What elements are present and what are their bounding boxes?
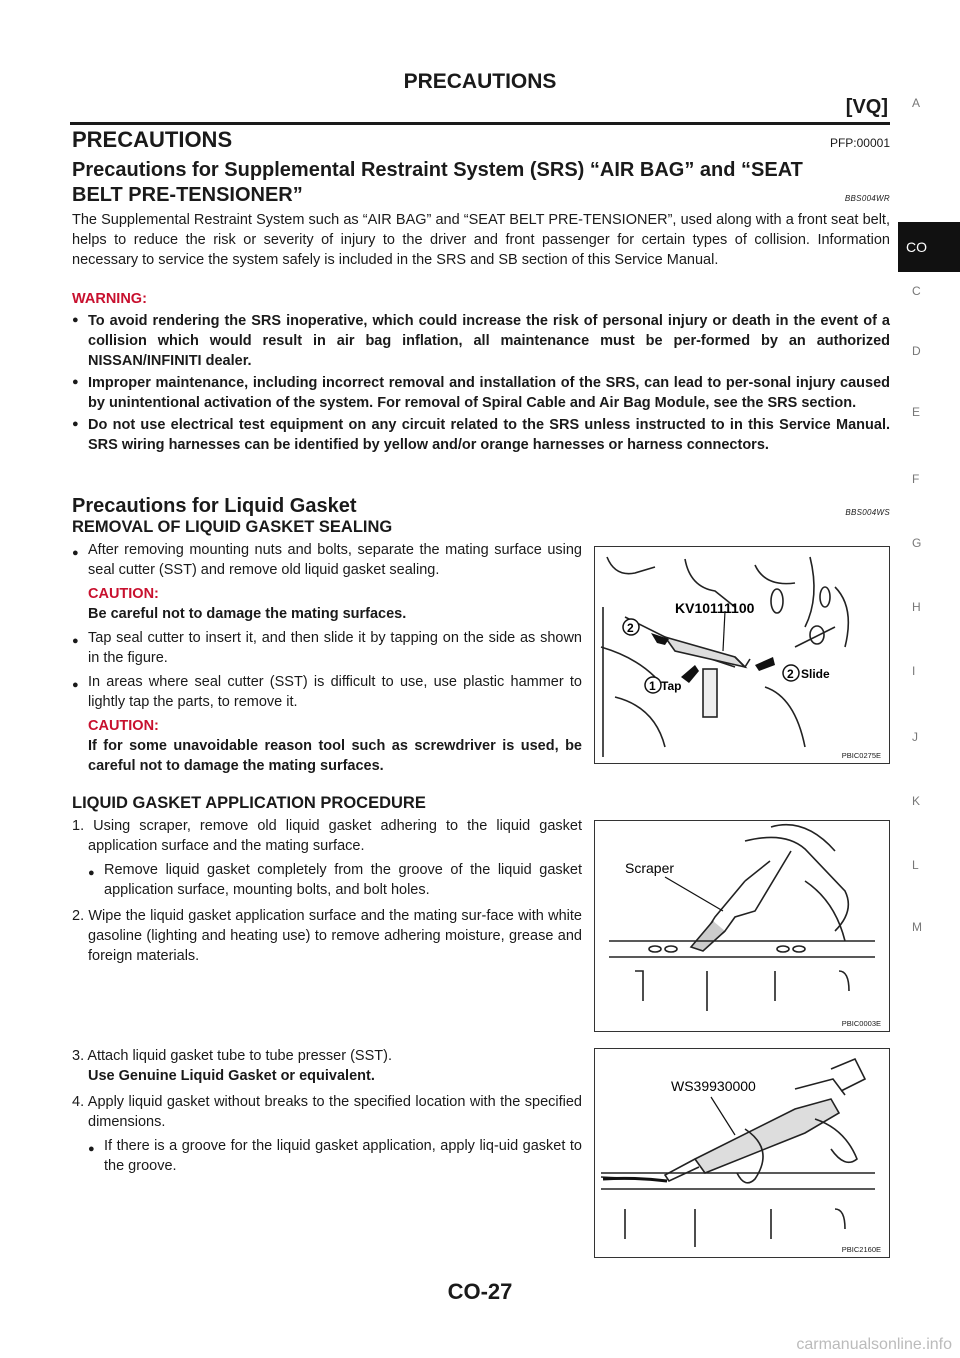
list-item: ● If there is a groove for the liquid gasket application, apply liq-uid gasket to the groove. [88, 1138, 582, 1174]
list-item: ● After removing mounting nuts and bolts, separate the mating surface using seal cutter (SST) and remove old liquid gasket sealing. [72, 542, 582, 578]
bullet-icon: ● [88, 1143, 95, 1155]
page-number: CO-27 [447, 1279, 513, 1304]
figure-code: PBIC0275E [841, 751, 881, 760]
side-tab-h[interactable]: H [912, 600, 921, 614]
seal-cutter-illustration [595, 547, 889, 763]
step-2: 2. Wipe the liquid gasket application surface and the mating sur-face with white gasoline (lighting and heating use) to remove adhering moisture, grease and foreign materials. [72, 908, 582, 964]
side-tab-e[interactable]: E [912, 405, 921, 419]
figure-tube-presser [594, 1048, 890, 1258]
side-tab-k[interactable]: K [912, 794, 921, 808]
side-tab-g[interactable]: G [912, 536, 922, 550]
warning-list [72, 311, 890, 455]
bullet-icon: ● [72, 635, 79, 647]
side-tab-m[interactable]: M [912, 920, 922, 934]
side-tab-a[interactable]: A [912, 96, 921, 110]
tool-number: WS39930000 [671, 1078, 756, 1094]
step-1: 1. Using scraper, remove old liquid gasket adhering to the liquid gasket application surface and the mating surface. [72, 818, 582, 854]
step-4: 4. Apply liquid gasket without breaks to the specified location with the specified dimensions. [72, 1094, 582, 1130]
list-item: ● Remove liquid gasket completely from the groove of the liquid gasket application surface, mounting bolts, and bolt holes. [88, 862, 582, 898]
list-item: ● In areas where seal cutter (SST) is difficult to use, use plastic hammer to lightly tap the parts, to remove it. [72, 674, 582, 710]
removal-heading: REMOVAL OF LIQUID GASKET SEALING [72, 518, 393, 536]
header-rule [70, 122, 890, 125]
warning-item: ● To avoid rendering the SRS inoperative, which could increase the risk of personal injury or death in the event of a collision which would result in air bag inflation, all maintenance must be per-formed by an authorized NISSAN/INFINITI dealer. [72, 313, 890, 369]
gasket-heading: Precautions for Liquid Gasket [72, 495, 357, 517]
step-3-line2: Use Genuine Liquid Gasket or equivalent. [88, 1068, 375, 1084]
callout-number: 2 [627, 621, 634, 635]
side-tab-l[interactable]: L [912, 858, 919, 872]
bullet-icon: ● [72, 314, 79, 326]
figure-scraper [594, 820, 890, 1032]
warning-item: ● Do not use electrical test equipment on any circuit related to the SRS unless instructed to in this Service Manual. SRS wiring harnesses can be identified by yellow and/or orange harnesses or harness connectors. [72, 417, 890, 453]
figure-seal-cutter [594, 546, 890, 764]
tool-number: KV10111100 [675, 600, 755, 616]
section-title: PRECAUTIONS [72, 127, 233, 152]
side-tab-j[interactable]: J [912, 730, 918, 744]
callout-number: 1 [649, 679, 656, 693]
gasket-tag: BBS004WS [845, 508, 890, 517]
figure-code: PBIC0003E [841, 1019, 881, 1028]
bullet-icon: ● [72, 376, 79, 388]
srs-heading-line1: Precautions for Supplemental Restraint System (SRS) “AIR BAG” and “SEAT [72, 159, 803, 181]
side-tab-c[interactable]: C [912, 284, 921, 298]
caution-block: CAUTION: If for some unavoidable reason tool such as screwdriver is used, be careful not to damage the mating surfaces. [88, 718, 582, 774]
side-tab-i[interactable]: I [912, 664, 916, 678]
callout-tap: Tap [661, 679, 682, 693]
bullet-icon: ● [72, 547, 79, 559]
srs-body: The Supplemental Restraint System such as “AIR BAG” and “SEAT BELT PRE-TENSIONER”, used along with a front seat belt, helps to reduce the risk or severity of injury to the driver and front passenger for certain types of collision. Information necessary to service the system safely is included in the SRS and SB section of this Service Manual. [72, 212, 890, 268]
callout-scraper: Scraper [625, 860, 675, 876]
bullet-icon: ● [72, 679, 79, 691]
watermark: carmanualsonline.info [796, 1336, 952, 1353]
side-tab-f[interactable]: F [912, 472, 920, 486]
warning-label: WARNING: [72, 291, 147, 307]
step-3-line1: 3. Attach liquid gasket tube to tube presser (SST). [72, 1048, 392, 1064]
bullet-icon: ● [72, 418, 79, 430]
callout-number: 2 [787, 667, 794, 681]
caution-block: CAUTION: Be careful not to damage the mating surfaces. [88, 586, 407, 622]
tube-presser-illustration [595, 1049, 889, 1257]
application-steps-1 [72, 816, 582, 966]
page-header-title: PRECAUTIONS [403, 70, 557, 93]
figure-code: PBIC2160E [841, 1245, 881, 1254]
side-tab-d[interactable]: D [912, 344, 921, 358]
side-tab-co[interactable]: CO [898, 222, 960, 272]
list-item: ● Tap seal cutter to insert it, and then slide it by tapping on the side as shown in the figure. [72, 630, 582, 666]
application-heading: LIQUID GASKET APPLICATION PROCEDURE [72, 794, 426, 812]
bullet-icon: ● [88, 867, 95, 879]
srs-tag: BBS004WR [844, 194, 890, 203]
scraper-illustration [595, 821, 889, 1031]
application-steps-2 [72, 1046, 582, 1176]
engine-code: [VQ] [845, 96, 888, 118]
removal-list [72, 540, 582, 776]
srs-heading-line2: BELT PRE-TENSIONER” [72, 184, 303, 206]
callout-slide: Slide [801, 667, 830, 681]
section-ref: PFP:00001 [829, 136, 890, 150]
warning-item: ● Improper maintenance, including incorrect removal and installation of the SRS, can lead to per-sonal injury caused by unintentional activation of the system. For removal of Spiral Cable and Air Bag Module, see the SRS section. [72, 375, 890, 411]
